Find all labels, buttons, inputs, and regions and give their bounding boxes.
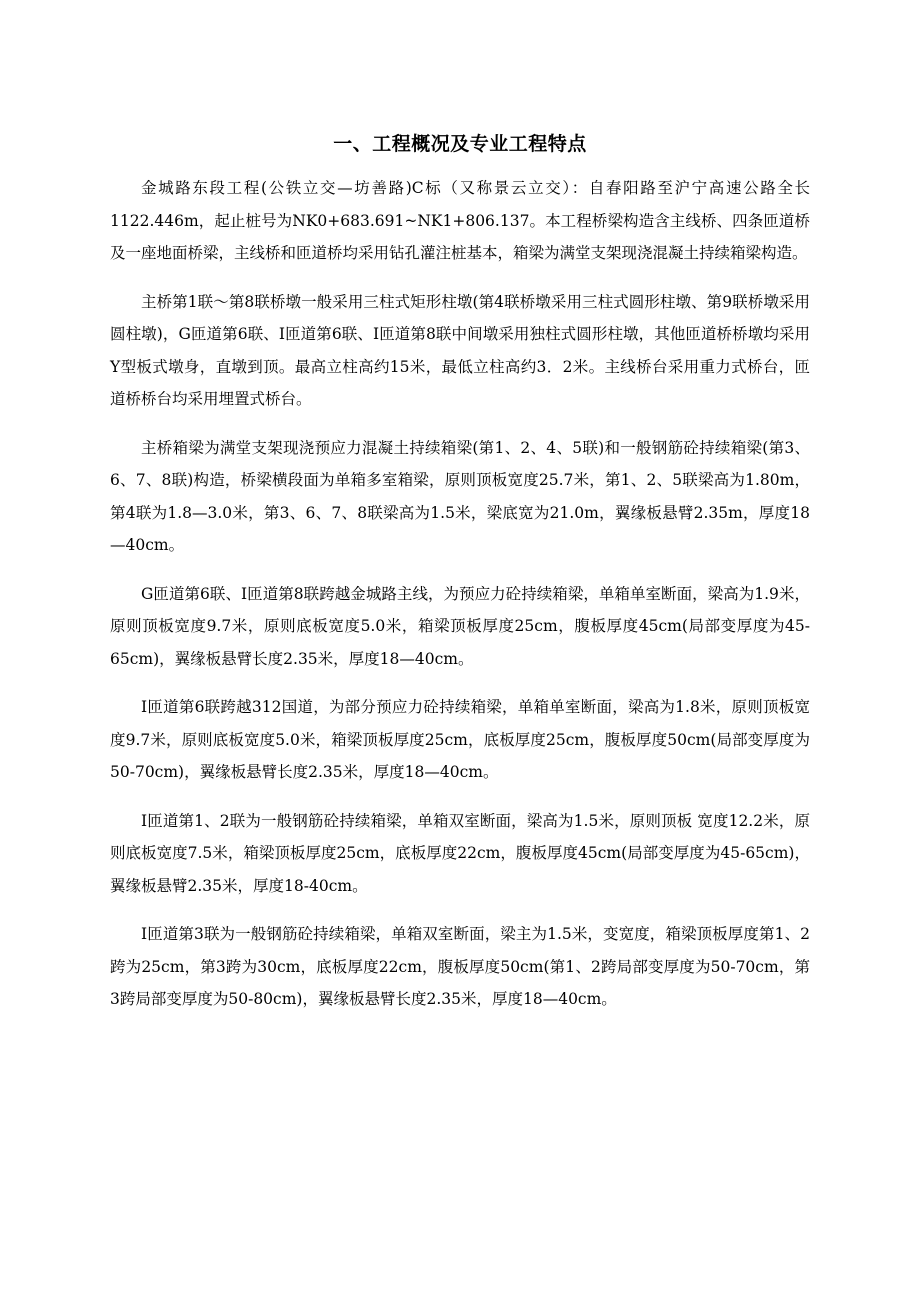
document-page <box>110 0 810 1016</box>
paragraph-i-ramp-6: I匝道第6联跨越312国道，为部分预应力砼持续箱梁，单箱单室断面，梁高为1.8米，原则顶板宽度9.7米，原则底板宽度5.0米，箱梁顶板厚度25cm，底板厚度25cm，腹板厚度50cm(局部变厚度为50-70cm)，翼缘板悬臂长度2.35米，厚度18—40cm。 <box>110 698 810 781</box>
paragraph-i-ramp-1-2: I匝道第1、2联为一般钢筋砼持续箱梁，单箱双室断面，梁高为1.5米，原则顶板 宽度12.2米，原则底板宽度7.5米，箱梁顶板厚度25cm，底板厚度22cm，腹板厚度45cm(局部变厚度为45-65cm)，翼缘板悬臂2.35米，厚度18-40cm。 <box>110 811 810 895</box>
page-title: 一、工程概况及专业工程特点 <box>333 133 587 155</box>
paragraph-overview: 金城路东段工程(公铁立交—坊善路)C标（又称景云立交）：自春阳路至沪宁高速公路全长1122.446m，起止桩号为NK0+683.691~NK1+806.137。本工程桥梁构造含主线桥、四条匝道桥及一座地面桥梁，主线桥和匝道桥均采用钻孔灌注桩基本，箱梁为满堂支架现浇混凝土持续箱梁构造。 <box>110 179 810 262</box>
paragraph-main-box-girder: 主桥箱梁为满堂支架现浇预应力混凝土持续箱梁(第1、2、4、5联)和一般钢筋砼持续箱梁(第3、6、7、8联)构造，桥梁横段面为单箱多室箱梁，原则顶板宽度25.7米，第1、2、5联梁高为1.80m，第4联为1.8—3.0米，第3、6、7、8联梁高为1.5米，梁底宽为21.0m，翼缘板悬臂2.35m，厚度18—40cm。 <box>110 438 810 554</box>
paragraph-piers: 主桥第1联～第8联桥墩一般采用三柱式矩形柱墩(第4联桥墩采用三柱式圆形柱墩、第9联桥墩采用圆柱墩)，G匝道第6联、I匝道第6联、I匝道第8联中间墩采用独柱式圆形柱墩，其他匝道桥桥墩均采用Y型板式墩身，直墩到顶。最高立柱高约15米，最低立柱高约3．2米。主线桥台采用重力式桥台，匝道桥桥台均采用埋置式桥台。 <box>110 292 810 408</box>
paragraph-i-ramp-3: I匝道第3联为一般钢筋砼持续箱梁，单箱双室断面，梁主为1.5米，变宽度，箱梁顶板厚度第1、2跨为25cm，第3跨为30cm，底板厚度22cm，腹板厚度50cm(第1、2跨局部变厚度为50-70cm，第3跨局部变厚度为50-80cm)，翼缘板悬臂长度2.35米，厚度18—40cm。 <box>110 925 810 1008</box>
paragraph-g-ramp: G匝道第6联、I匝道第8联跨越金城路主线，为预应力砼持续箱梁，单箱单室断面，梁高为1.9米，原则顶板宽度9.7米，原则底板宽度5.0米，箱梁顶板厚度25cm，腹板厚度45cm(局部变厚度为45-65cm)，翼缘板悬臂长度2.35米，厚度18—40cm。 <box>110 584 810 668</box>
